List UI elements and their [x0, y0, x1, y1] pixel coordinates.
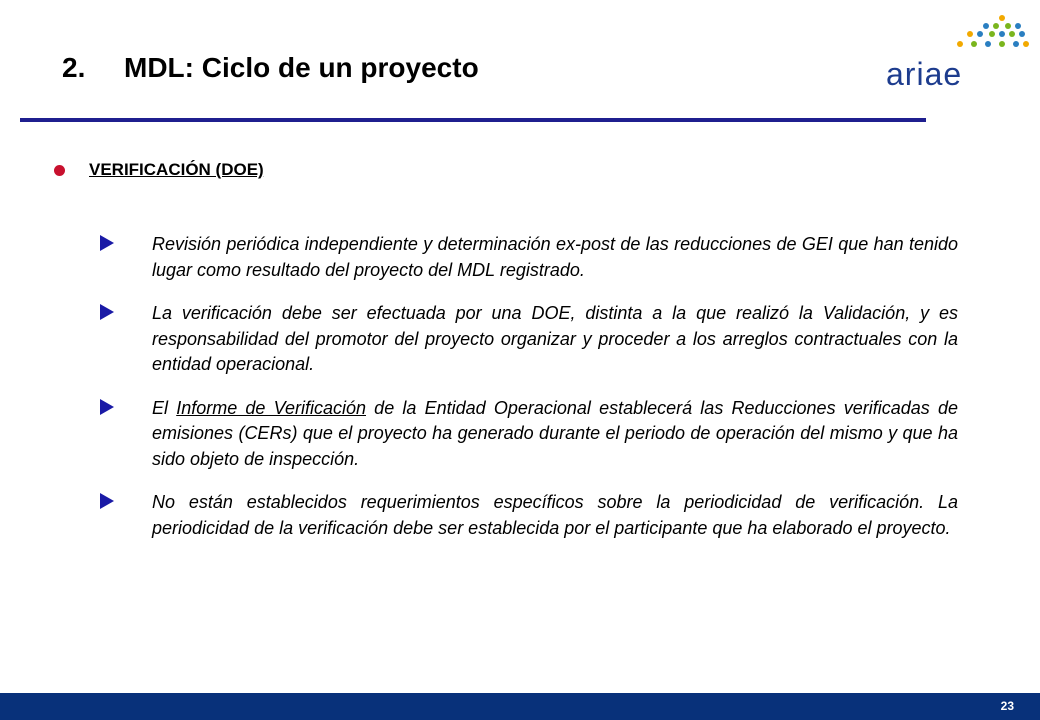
- list-item-text: No están establecidos requerimientos específicos sobre la periodicidad de verificación. La periodicidad de la verificación debe ser establecida por el participante que ha elaborado el proyecto.: [152, 492, 958, 538]
- list-item-text: Revisión periódica independiente y determinación ex-post de las reducciones de GEI que han tenido lugar como resultado del proyecto del MDL registrado.: [152, 234, 958, 280]
- section-title: VERIFICACIÓN (DOE): [89, 160, 264, 179]
- ariae-logo: [880, 12, 1030, 92]
- report-term: Informe de Verificación: [176, 397, 366, 418]
- title-text: MDL: Ciclo de un proyecto: [124, 52, 479, 83]
- bullet-dot-icon: [54, 165, 65, 176]
- arrow-bullet-icon: [100, 235, 114, 251]
- logo-text: ariae: [886, 56, 963, 92]
- list-item: [100, 232, 960, 283]
- title-divider: [20, 118, 926, 122]
- list-item: [100, 396, 960, 473]
- page-title: [62, 52, 479, 84]
- footer-bar: [0, 693, 1040, 720]
- list-item: [100, 301, 960, 378]
- text-suffix: de la Entidad Operacional establecerá las Reducciones verificadas de emisiones (CERs) que el proyecto ha generado durante el periodo de operación del mismo y que ha sido objeto de inspección.: [152, 397, 958, 469]
- text-prefix: El: [152, 397, 177, 418]
- section-heading: [54, 160, 264, 180]
- arrow-bullet-icon: [100, 399, 114, 415]
- arrow-bullet-icon: [100, 304, 114, 320]
- list-item-text: La verificación debe ser efectuada por una DOE, distinta a la que realizó la Validación, y es responsabilidad del promotor del proyecto organizar y proceder a los arreglos contractuales con la entidad operacional.: [152, 303, 958, 374]
- logo-dots-icon: [950, 12, 1030, 56]
- title-number: 2.: [62, 52, 86, 83]
- page-number: 23: [1000, 699, 1014, 713]
- list-item-text: [152, 396, 958, 473]
- bullet-list: [100, 232, 960, 559]
- list-item: [100, 490, 960, 541]
- arrow-bullet-icon: [100, 493, 114, 509]
